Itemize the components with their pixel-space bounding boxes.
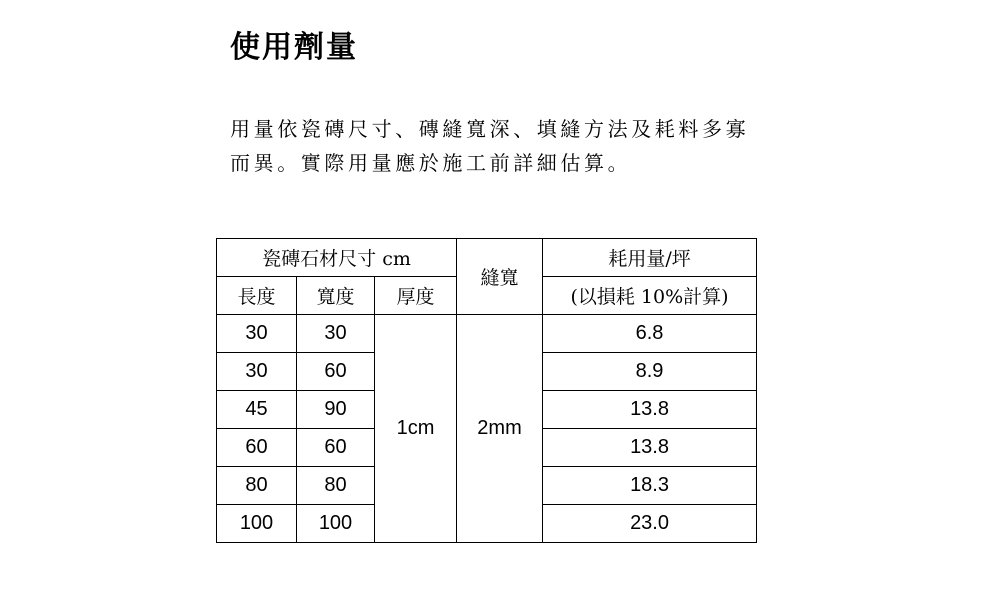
cell-length: 45 [217, 391, 297, 429]
cell-width: 60 [297, 429, 375, 467]
cell-usage: 23.0 [543, 505, 757, 543]
header-gap-label: 縫寬 [480, 267, 519, 289]
header-length-label: 長度 [237, 286, 276, 308]
cell-width: 30 [297, 315, 375, 353]
cell-width: 90 [297, 391, 375, 429]
table-row [217, 315, 757, 353]
header-usage [543, 239, 757, 277]
header-length [217, 277, 297, 315]
header-gap [457, 239, 543, 315]
header-usage-label: 耗用量/坪 [608, 248, 691, 270]
cell-length: 60 [217, 429, 297, 467]
header-usage-note [543, 277, 757, 315]
cell-width: 80 [297, 467, 375, 505]
usage-table [216, 238, 757, 543]
page-title: 使用劑量 [230, 30, 358, 65]
cell-width: 60 [297, 353, 375, 391]
cell-thickness: 1cm [375, 315, 457, 543]
cell-usage: 6.8 [543, 315, 757, 353]
cell-gap: 2mm [457, 315, 543, 543]
header-width-label: 寬度 [316, 286, 355, 308]
table-header-row [217, 239, 757, 277]
header-thickness-label: 厚度 [396, 286, 435, 308]
header-tile-size [217, 239, 457, 277]
cell-width: 100 [297, 505, 375, 543]
header-width [297, 277, 375, 315]
cell-length: 30 [217, 353, 297, 391]
cell-usage: 18.3 [543, 467, 757, 505]
header-tile-size-label: 瓷磚石材尺寸 cm [262, 248, 411, 270]
header-thickness [375, 277, 457, 315]
cell-length: 80 [217, 467, 297, 505]
cell-length: 30 [217, 315, 297, 353]
header-usage-note-label: (以損耗 10%計算) [570, 286, 729, 308]
cell-length: 100 [217, 505, 297, 543]
usage-description: 用量依瓷磚尺寸、磚縫寬深、填縫方法及耗料多寡而異。實際用量應於施工前詳細估算。 [230, 117, 750, 175]
cell-usage: 13.8 [543, 391, 757, 429]
cell-usage: 8.9 [543, 353, 757, 391]
cell-usage: 13.8 [543, 429, 757, 467]
